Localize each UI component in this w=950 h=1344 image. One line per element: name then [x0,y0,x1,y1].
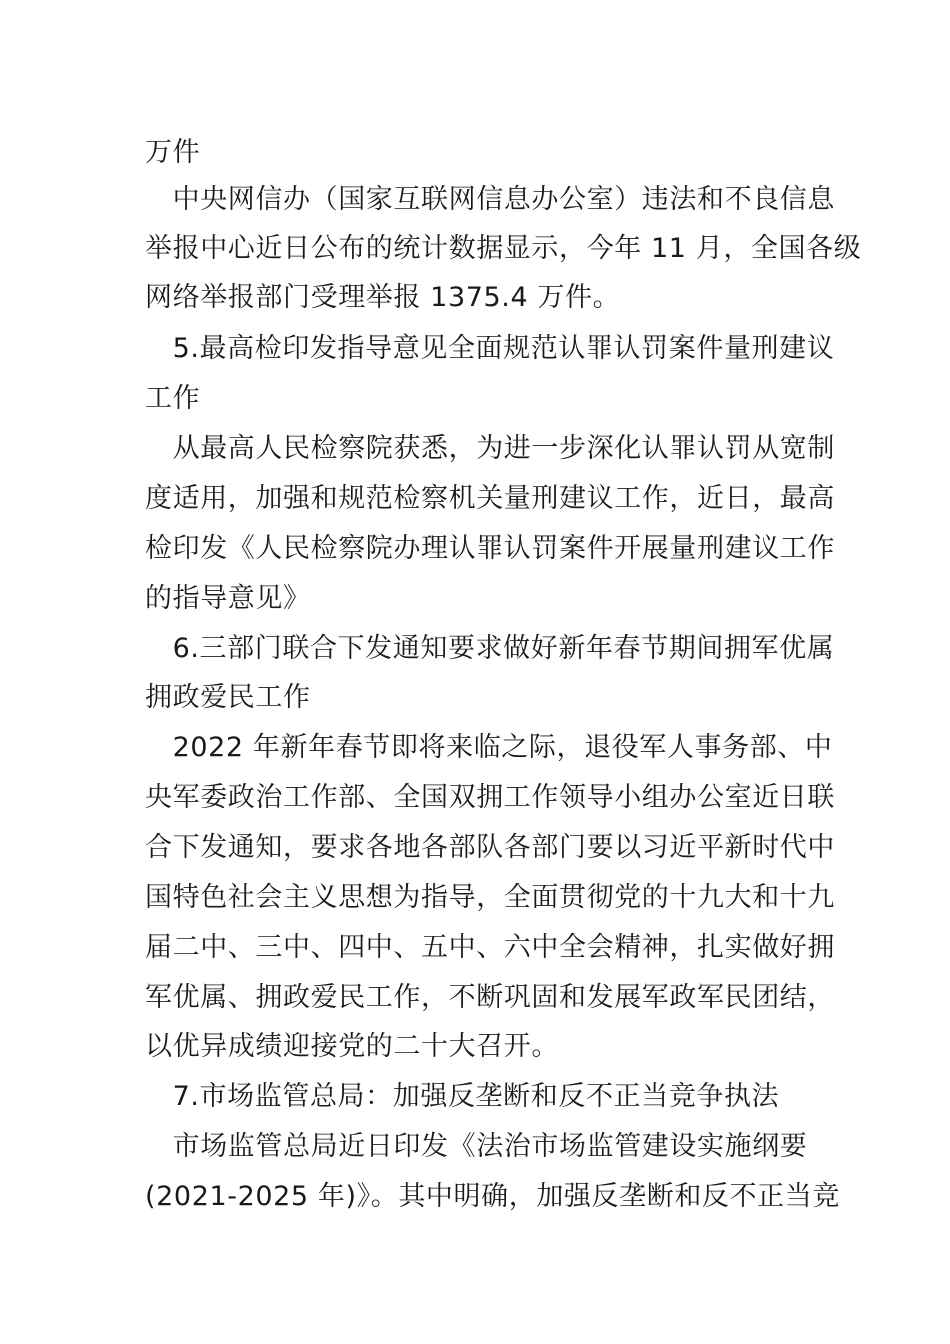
section-heading: 7.市场监管总局：加强反垄断和反不正当竞争执法 [145,1081,780,1112]
text-line: 军优属、拥政爱民工作，不断巩固和发展军政军民团结， [145,982,835,1013]
text-line: 届二中、三中、四中、五中、六中全会精神，扎实做好拥 [145,932,835,963]
section-heading: 工作 [145,383,201,414]
section-heading: 5.最高检印发指导意见全面规范认罪认罚案件量刑建议 [145,333,835,364]
text-line: (2021-2025 年)》。其中明确，加强反垄断和反不正当竞 [145,1181,840,1212]
text-line: 检印发《人民检察院办理认罪认罚案件开展量刑建议工作 [145,533,835,564]
text-line: 度适用，加强和规范检察机关量刑建议工作，近日，最高 [145,483,835,514]
text-line: 万件 [145,137,201,168]
text-line: 以优异成绩迎接党的二十大召开。 [145,1031,559,1062]
text-line: 合下发通知，要求各地各部队各部门要以习近平新时代中 [145,832,835,863]
text-line: 市场监管总局近日印发《法治市场监管建设实施纲要 [145,1131,808,1162]
text-line: 网络举报部门受理举报 1375.4 万件。 [145,282,621,313]
text-line: 中央网信办（国家互联网信息办公室）违法和不良信息 [145,184,835,215]
text-line: 的指导意见》 [145,583,311,614]
section-heading: 拥政爱民工作 [145,682,311,713]
section-heading: 6.三部门联合下发通知要求做好新年春节期间拥军优属 [145,633,835,664]
text-line: 央军委政治工作部、全国双拥工作领导小组办公室近日联 [145,782,835,813]
text-line: 举报中心近日公布的统计数据显示，今年 11 月，全国各级 [145,233,862,264]
text-line: 国特色社会主义思想为指导，全面贯彻党的十九大和十九 [145,882,835,913]
text-line: 2022 年新年春节即将来临之际，退役军人事务部、中 [145,732,833,763]
text-line: 从最高人民检察院获悉，为进一步深化认罪认罚从宽制 [145,433,835,464]
